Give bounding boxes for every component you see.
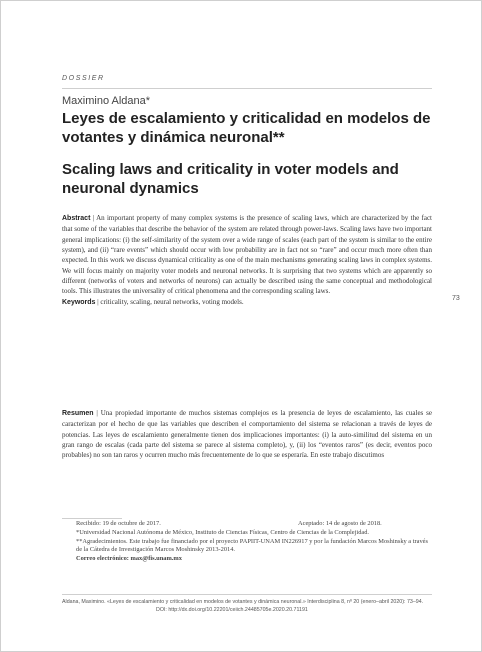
footnotes (62, 520, 432, 563)
resumen-label: Resumen (62, 410, 94, 417)
title-english: Scaling laws and criticality in voter models and neuronal dynamics (62, 161, 399, 197)
abstract-text: An important property of many complex systems is the presence of scaling laws, which are characterized by the fact that some of the variables that describe the behavior of the system are related through power-laws. Scaling laws have two important general implications: (i) the self-similarity of the system over a wide range of scales (each part of the system is similar to the entire system), and (ii) “rare events” which should occur with low probability are in fact not so “rare” and occur much more often than expected. In this work we discuss dynamical criticality as one of the main mechanisms generating scaling laws in complex systems. We will focus mainly on majority voter models and neuronal networks. It is surprising that two systems which are apparently so different (networks of voters and networks of neurons) can actually be described using the same conceptual and methodological tools. This illustrates the universality of critical phenomena and the corresponding scaling laws. (62, 214, 432, 296)
section-label: DOSSIER (62, 75, 105, 82)
author-name: Maximino Aldana* (62, 95, 151, 107)
acknowledgements-note: **Agradecimientos. Este trabajo fue financiado por el proyecto PAPIIT-UNAM IN226917 y por la fundación Marcos Moshinsky a través de la Cátedra de Investigación Marcos Moshinsky 2013-2014. (76, 537, 428, 554)
abstract-block: Abstract | An important property of many complex systems is the presence of scaling laws, which are characterized by the fact that some of the variables that describe the behavior of the system are related through power-laws. Scaling laws have two important general implications: (i) the self-similarity of the system over a wide range of scales (each part of the system is similar to the entire system), and (ii) “rare events” which should occur with low probability are in fact not so “rare” and occur much more often than expected. In this work we discuss dynamical criticality as one of the main mechanisms generating scaling laws in complex systems. We will focus mainly on majority voter models and neuronal networks. It is surprising that two systems which are apparently so different (networks of voters and networks of neurons) can actually be described using the same conceptual and methodological tools. This illustrates the universality of critical phenomena and the corresponding scaling laws. Keywords | criticality, scaling, neural networks, voting models. (62, 213, 432, 308)
dates-line (62, 520, 432, 529)
affiliation-note: *Universidad Nacional Autónoma de México, Instituto de Ciencias Físicas, Centro de Ciencias de la Complejidad. (76, 529, 370, 536)
received-date: Recibido: 19 de octubre de 2017. (76, 520, 161, 527)
email-note: Correo electrónico: max@fis.unam.mx (76, 554, 182, 562)
title-spanish: Leyes de escalamiento y criticalidad en modelos de votantes y dinámica neuronal** (62, 110, 431, 146)
accepted-date: Aceptado: 14 de agosto de 2018. (298, 520, 382, 527)
header-rule (62, 88, 432, 89)
doi-link[interactable]: DOI: http://dx.doi.org/10.22201/ceiich.24485705e.2020.20.71191 (156, 607, 308, 614)
citation-block (62, 598, 432, 614)
keywords-text: criticality, scaling, neural networks, voting models. (100, 297, 244, 306)
resumen-text: Una propiedad importante de muchos sistemas complejos es la presencia de leyes de escalamiento, las cuales se caracterizan por el hecho de que las variables que describen el comportamiento del sistema se relacionan a través de leyes de potencias. Las leyes de escalamiento generalmente tienen dos implicaciones importantes: (i) la auto-similitud del sistema en un gran rango de escalas (cada parte del sistema se parece al sistema completo), y, (ii) los “eventos raros” (es decir, eventos poco probables) no son tan raros y ocurren mucho más frecuentemente de lo que se esperaría. En este trabajo discutimos (62, 409, 432, 460)
citation-text: Aldana, Maximino. «Leyes de escalamiento y criticalidad en modelos de votantes y dinámica neuronal.» Interdisciplina 8, nº 20 (enero–abril 2020): 73–94. (62, 599, 424, 605)
keywords-line: Keywords | criticality, scaling, neural networks, voting models. (62, 297, 244, 306)
keywords-label: Keywords (62, 298, 96, 306)
resumen-block: Resumen | Una propiedad importante de muchos sistemas complejos es la presencia de leyes de escalamiento, las cuales se caracterizan por el hecho de que las variables que describen el comportamiento del sistema se relacionan a través de leyes de potencias. Las leyes de escalamiento generalmente tienen dos implicaciones importantes: (i) la auto-similitud del sistema en un gran rango de escalas (cada parte del sistema se parece al sistema completo), y, (ii) los “eventos raros” (es decir, eventos poco probables) no son tan raros y ocurren mucho más frecuentemente de lo que se esperaría. En este trabajo discutimos (62, 409, 432, 460)
notes-rule (62, 518, 122, 519)
page-number: 73 (452, 295, 460, 302)
abstract-label: Abstract (62, 215, 91, 222)
citation-rule (62, 594, 432, 595)
